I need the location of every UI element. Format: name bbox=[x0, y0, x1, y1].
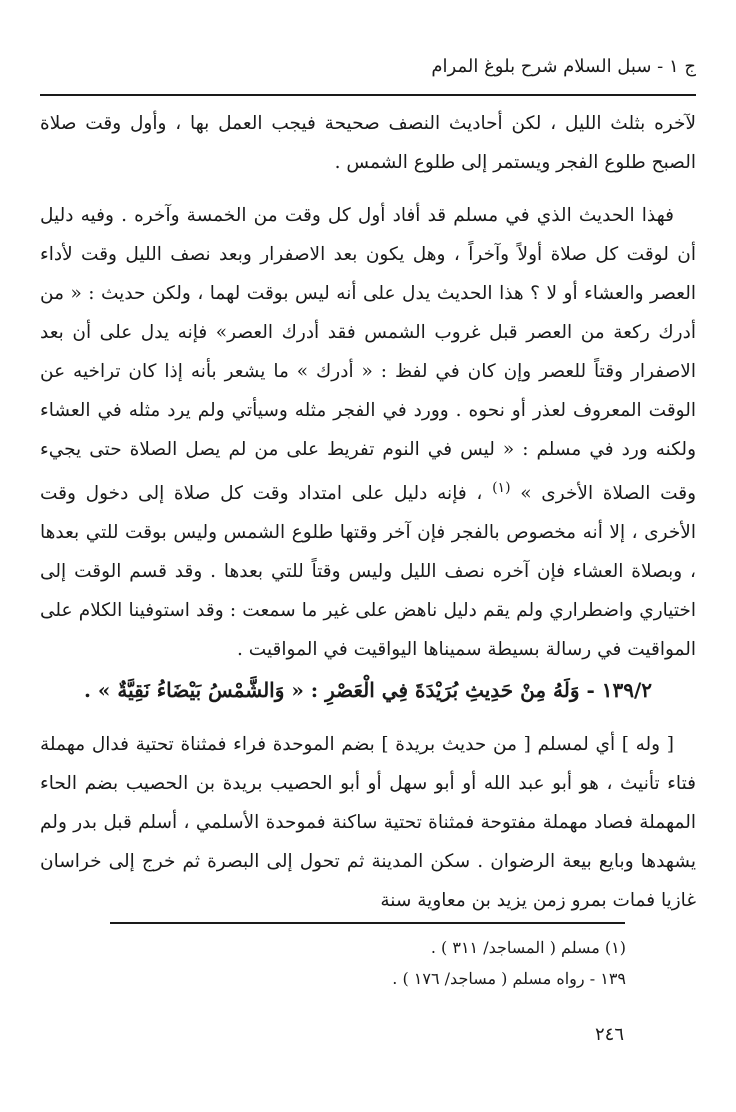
paragraph-2-text-a: فهذا الحديث الذي في مسلم قد أفاد أول كل وقت من الخمسة وآخره . وفيه دليل أن لوقت كل صلاة أولاً وآخراً ، وهل يكون بعد الاصفرار وبعد نصف الليل وقت لأداء العصر والعشاء أو لا ؟ هذا الحديث يدل على أنه ليس بوقت لهما ، ولكن حديث : « من أدرك ركعة من العصر قبل غروب الشمس فقد أدرك العصر» فإنه يدل على أن بعد الاصفرار وقتاً للعصر وإن كان في لفظ : « أدرك » ما يشعر بأنه إذا كان تراخيه عن الوقت المعروف لعذر أو نحوه . وورد في الفجر مثله وسيأتي ولم يرد مثله في العشاء ولكنه ورد في مسلم : « ليس في النوم تفريط على من لم يصل الصلاة حتى يجيء وقت الصلاة الأخرى » bbox=[40, 205, 697, 505]
page-number: ٢٤٦ bbox=[594, 1024, 624, 1045]
paragraph-gap bbox=[40, 711, 696, 725]
footnotes bbox=[111, 932, 626, 994]
footnote-2: ١٣٩ - رواه مسلم ( مساجد/ ١٧٦ ) . bbox=[392, 969, 626, 988]
footnote-marker-1: (١) bbox=[492, 480, 511, 496]
paragraph-2 bbox=[40, 196, 696, 669]
paragraph-gap bbox=[40, 182, 696, 196]
main-text bbox=[40, 104, 696, 920]
footnote-divider bbox=[110, 922, 625, 924]
footnote-1: (١) مسلم ( المساجد/ ٣١١ ) . bbox=[430, 938, 626, 957]
paragraph-1: لآخره بثلث الليل ، لكن أحاديث النصف صحيحة فيجب العمل بها ، وأول وقت صلاة الصبح طلوع الفجر ويستمر إلى طلوع الشمس . bbox=[40, 113, 696, 173]
running-header: ج ١ - سبل السلام شرح بلوغ المرام bbox=[431, 56, 696, 77]
paragraph-2-text-b: ، فإنه دليل على امتداد وقت كل صلاة إلى دخول وقت الأخرى ، إلا أنه مخصوص بالفجر فإن آخر وقتها طلوع الشمس وليس بوقت للتي بعدها ، وبصلاة العشاء فإن آخره نصف الليل وليس وقتاً للتي بعدها . وقد قسم الوقت إلى اختياري واضطراري ولم يقم دليل ناهض على غير ما سمعت : وقد استوفينا الكلام على المواقيت في رسالة بسيطة سميناها اليواقيت في المواقيت . bbox=[40, 483, 696, 661]
hadith-heading: ١٣٩/٢ - وَلَهُ مِنْ حَدِيثِ بُرَيْدَةَ فِي الْعَصْرِ : « وَالشَّمْسُ بَيْضَاءُ نَقِيَّةٌ » . bbox=[83, 678, 653, 703]
header-divider bbox=[40, 94, 696, 96]
paragraph-3: [ وله ] أي لمسلم [ من حديث بريدة ] بضم الموحدة فراء فمثناة تحتية فدال مهملة فتاء تأنيث ، هو أبو عبد الله أو أبو سهل أو أبو الحصيب بريدة بن الحصيب بضم الحاء المهملة فصاد مهملة مفتوحة فمثناة تحتية ساكنة فموحدة الأسلمي ، أسلم قبل بدر ولم يشهدها وبايع بيعة الرضوان . سكن المدينة ثم تحول إلى البصرة ثم خرج إلى خراسان غازيا فمات بمرو زمن يزيد بن معاوية سنة bbox=[40, 734, 696, 912]
